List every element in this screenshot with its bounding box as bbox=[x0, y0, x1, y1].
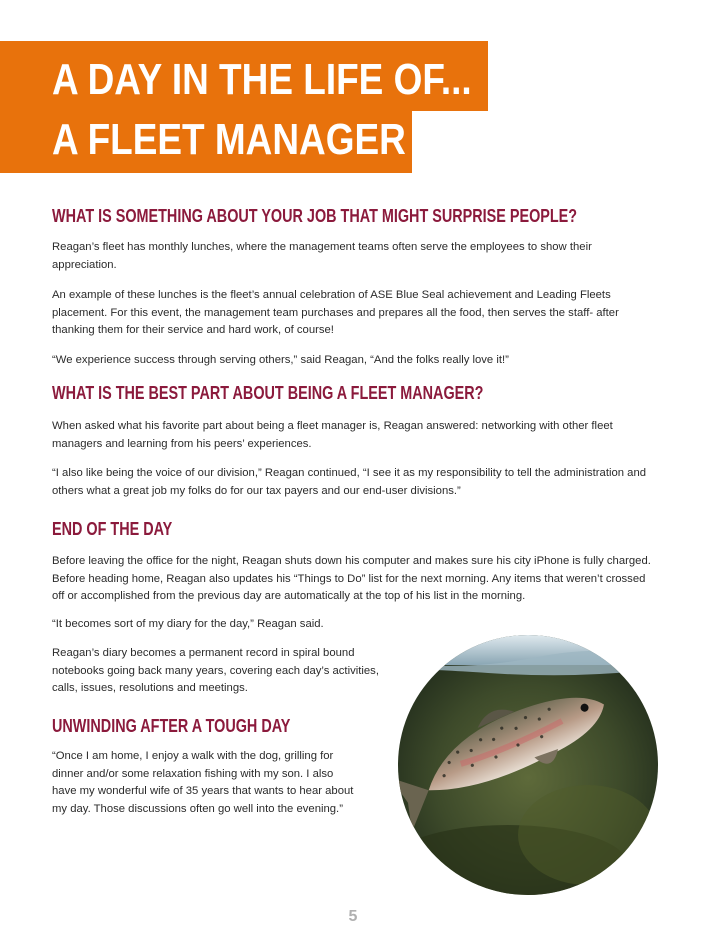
paragraph-home-life: “Once I am home, I enjoy a walk with the dog, grilling for dinner and/or some relaxation fishing with my son. I also have my wonderful wife of 35 years that wants to hear about my day. Those discussions often go well into the evening.” bbox=[52, 750, 354, 815]
trout-photo bbox=[398, 635, 658, 895]
paragraph-diary-record: Reagan’s diary becomes a permanent record in spiral bound notebooks going back many years, covering each day’s activities, calls, issues, resolutions and meetings. bbox=[52, 647, 379, 695]
title-banner-line1 bbox=[0, 41, 488, 111]
paragraph-shutdown: Before leaving the office for the night, Reagan shuts down his computer and makes sure his city iPhone is fully charged. Before heading home, Reagan also updates his “Things to Do” list for the next morning. Any items that weren’t crossed off or accomplished from the previous day are automatically at the top of his list in the morning. bbox=[52, 555, 651, 603]
section-heading-end-of-day: END OF THE DAY bbox=[52, 519, 173, 539]
paragraph-voice-of-division: “I also like being the voice of our division,” Reagan continued, “I see it as my responsibility to tell the administration and others what a great job my folks do for our tax payers and our end-user divisions.” bbox=[52, 467, 647, 497]
section-heading-surprise: WHAT IS SOMETHING ABOUT YOUR JOB THAT MIGHT SURPRISE PEOPLE? bbox=[52, 206, 578, 226]
title-banner-line2 bbox=[0, 111, 412, 173]
section-heading-unwinding: UNWINDING AFTER A TOUGH DAY bbox=[52, 716, 291, 736]
page-number: 5 bbox=[348, 908, 358, 925]
paragraph-quote-serving: “We experience success through serving others,” said Reagan, “And the folks really love it!” bbox=[52, 354, 509, 366]
page-title-line1: A DAY IN THE LIFE OF... bbox=[52, 55, 472, 104]
paragraph-lunches: Reagan’s fleet has monthly lunches, where the management teams often serve the employees to show their appreciation. bbox=[52, 241, 592, 271]
paragraph-diary-quote: “It becomes sort of my diary for the day,” Reagan said. bbox=[52, 618, 324, 630]
paragraph-ase-celebration: An example of these lunches is the fleet’s annual celebration of ASE Blue Seal achievement and Leading Fleets placement. For this event, the management team purchases and prepares all the food, then serves the staff- after thanking them for their service and hard work, of course! bbox=[52, 289, 619, 337]
page-title-line2: A FLEET MANAGER bbox=[52, 115, 406, 164]
section-heading-best-part: WHAT IS THE BEST PART ABOUT BEING A FLEET MANAGER? bbox=[52, 383, 484, 403]
paragraph-networking: When asked what his favorite part about being a fleet manager is, Reagan answered: networking with other fleet managers and learning from his peers’ experiences. bbox=[52, 420, 613, 450]
